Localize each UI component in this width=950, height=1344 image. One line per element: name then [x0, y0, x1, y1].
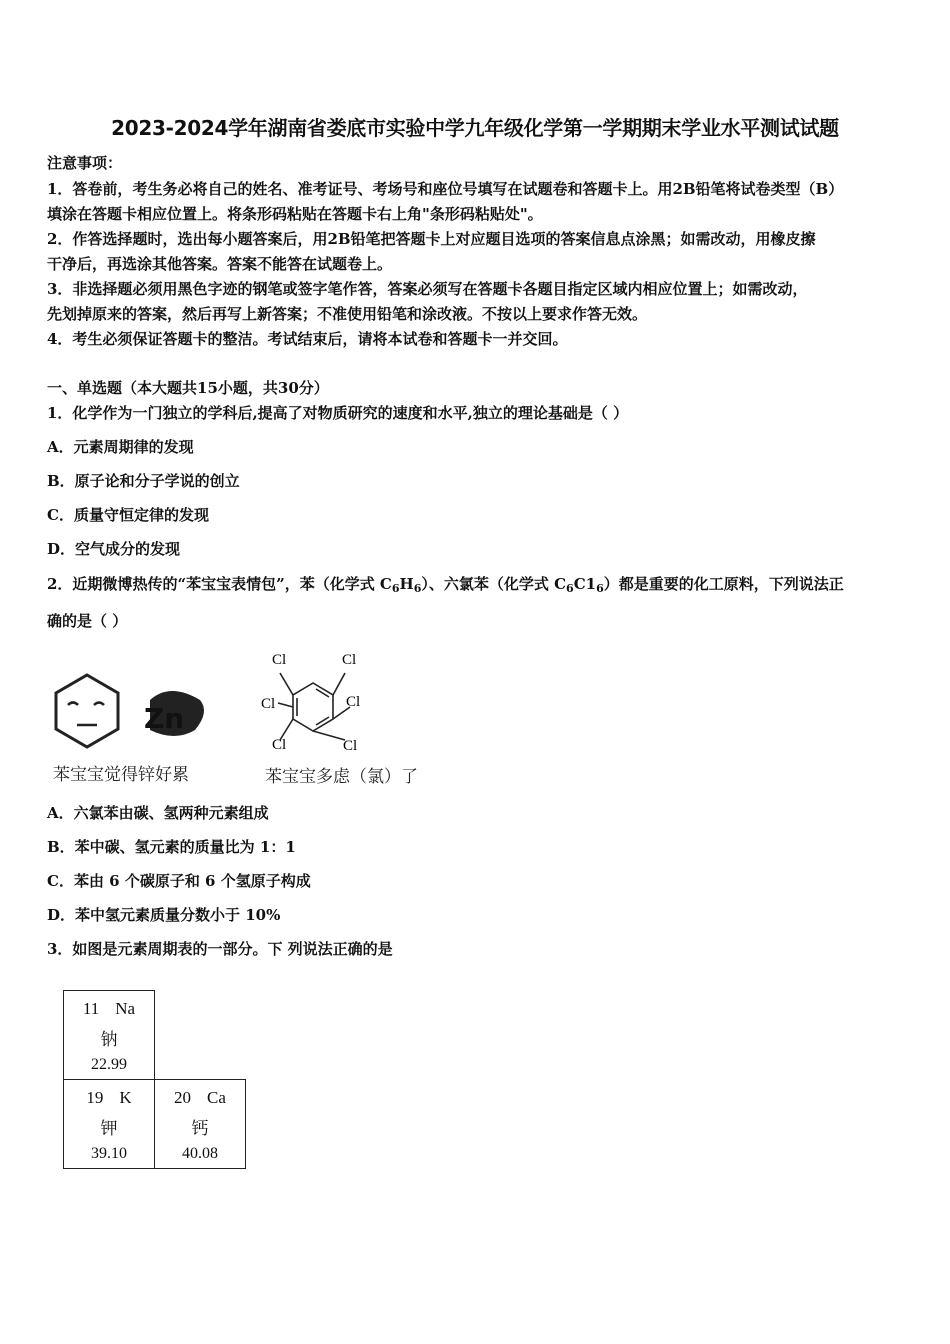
atomic-mass: 22.99 — [91, 1056, 127, 1073]
hexachlorobenzene-structure-icon — [278, 673, 350, 740]
figure-caption-right: 苯宝宝多虑（氯）了 — [265, 767, 418, 787]
atomic-number: 11 — [82, 999, 100, 1018]
cl-label: Cl — [346, 694, 361, 710]
q2-option-b: B．苯中碳、氢元素的质量比为 1：1 — [47, 838, 296, 856]
element-symbol: K — [119, 1088, 132, 1107]
element-name: 钾 — [100, 1119, 118, 1138]
q1-option-c: C．质量守恒定律的发现 — [47, 506, 209, 524]
q1-option-d: D．空气成分的发现 — [47, 540, 181, 558]
q2-option-a: A．六氯苯由碳、氢两种元素组成 — [47, 804, 269, 822]
notice-line: 3．非选择题必须用黑色字迹的钢笔或签字笔作答，答案必须写在答题卡各题目指定区域内相应位置上；如需改动， — [47, 280, 808, 298]
element-symbol: Ca — [207, 1088, 226, 1107]
face-eye-right-icon — [94, 703, 104, 706]
atomic-mass: 40.08 — [182, 1145, 218, 1162]
question-2-stem-line2: 确的是（ ） — [47, 612, 128, 630]
element-name: 钠 — [100, 1030, 118, 1049]
figure-caption-left: 苯宝宝觉得锌好累 — [53, 765, 189, 785]
q1-option-a: A．元素周期律的发现 — [47, 438, 194, 456]
q1-option-b: B．原子论和分子学说的创立 — [47, 472, 240, 490]
notice-line: 2．作答选择题时，选出每小题答案后，用2B铅笔把答题卡上对应题目选项的答案信息点涂黑；如需改动，用橡皮擦 — [47, 230, 816, 248]
cl-label: Cl — [272, 652, 287, 668]
element-cell-na — [64, 991, 155, 1080]
q2-option-c: C．苯由 6 个碳原子和 6 个氢原子构成 — [47, 872, 311, 890]
periodic-table-fragment — [63, 990, 246, 1169]
atomic-mass: 39.10 — [91, 1145, 127, 1162]
section-heading: 一、单选题（本大题共15小题，共30分） — [47, 379, 329, 397]
question-3-stem: 3．如图是元素周期表的一部分。下 列说法正确的是 — [47, 940, 393, 958]
page-title: 2023-2024学年湖南省娄底市实验中学九年级化学第一学期期末学业水平测试试题 — [111, 116, 839, 140]
element-cell-k — [64, 1080, 155, 1169]
q2-option-d: D．苯中氢元素质量分数小于 10% — [47, 906, 281, 924]
notice-line: 干净后，再选涂其他答案。答案不能答在试题卷上。 — [47, 255, 393, 273]
notice-line: 填涂在答题卡相应位置上。将条形码粘贴在答题卡右上角"条形码粘贴处"。 — [47, 205, 543, 223]
benzene-ring-icon — [56, 675, 118, 747]
notice-line: 先划掉原来的答案，然后再写上新答案；不准使用铅笔和涂改液。不按以上要求作答无效。 — [47, 305, 648, 323]
cl-label: Cl — [342, 652, 357, 668]
notice-line: 1．答卷前，考生务必将自己的姓名、准考证号、考场号和座位号填写在试题卷和答题卡上。用2B铅笔将试卷类型（B） — [47, 180, 844, 198]
notice-line: 4．考生必须保证答题卡的整洁。考试结束后，请将本试卷和答题卡一并交回。 — [47, 330, 568, 348]
atomic-number: 20 — [174, 1088, 192, 1107]
question-1-stem: 1．化学作为一门独立的学科后,提高了对物质研究的速度和水平,独立的理论基础是（ ） — [47, 404, 629, 422]
question-2-stem: 2．近期微博热传的“苯宝宝表情包”，苯（化学式 $C_6H_6$）、六氯苯（化学式 $C_6C1_6$）都是重要的化工原料，下列说法正 — [47, 575, 844, 595]
element-cell-ca — [155, 1080, 246, 1169]
cl-label: Cl — [261, 696, 276, 712]
cl-label: Cl — [343, 738, 358, 754]
face-eye-left-icon — [68, 703, 78, 706]
element-symbol: Na — [115, 999, 136, 1018]
notice-heading: 注意事项： — [47, 154, 123, 172]
atomic-number: 19 — [86, 1088, 104, 1107]
cl-label: Cl — [272, 737, 287, 753]
element-name: 钙 — [191, 1119, 209, 1138]
zinc-symbol: Zn — [144, 702, 185, 735]
